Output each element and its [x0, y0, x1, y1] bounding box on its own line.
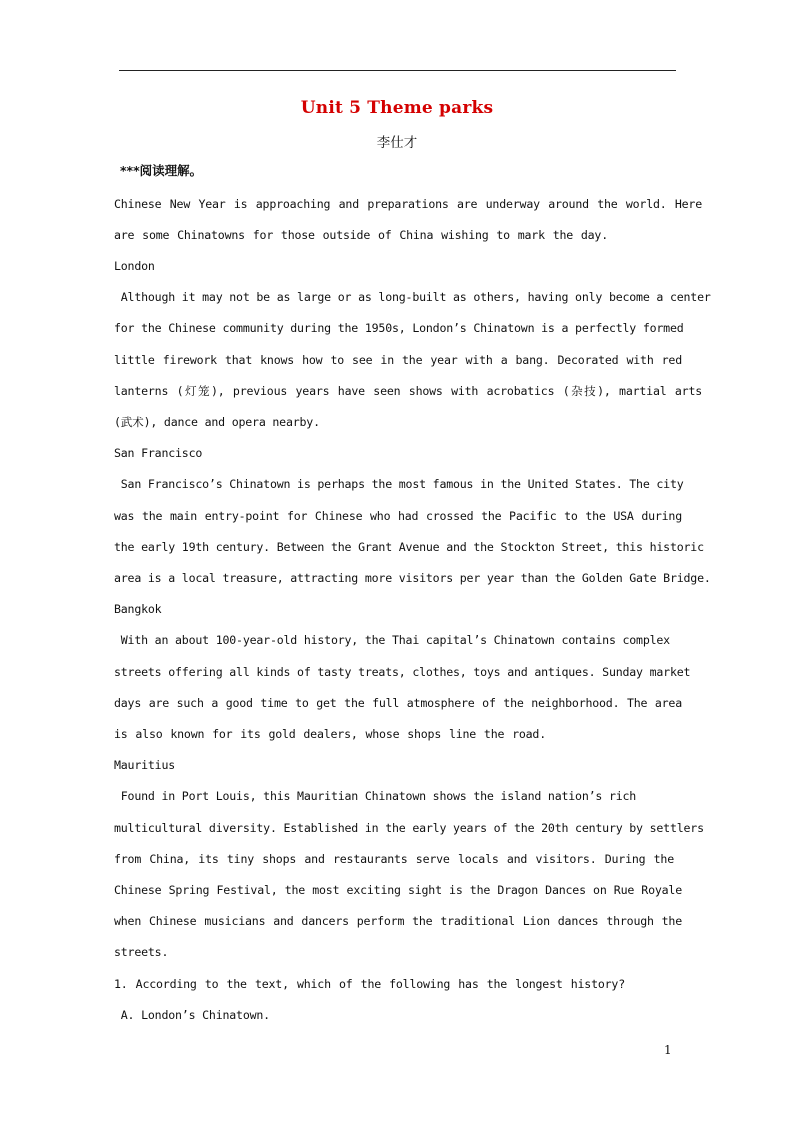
- text-line: With an about 100-year-old history, the Thai capital’s Chinatown contains complex: [114, 633, 670, 647]
- place-heading: San Francisco: [114, 446, 203, 460]
- author-name: 李仕才: [376, 135, 418, 151]
- answer-option: A. London’s Chinatown.: [114, 1008, 270, 1022]
- page-title: Unit 5 Theme parks: [300, 98, 494, 118]
- text-line: streets offering all kinds of tasty treats, clothes, toys and antiques. Sunday market: [114, 665, 691, 679]
- text-line: from China, its tiny shops and restaurants serve locals and visitors. During the: [114, 852, 674, 866]
- text-line: the early 19th century. Between the Grant Avenue and the Stockton Street, this historic: [114, 540, 704, 554]
- text-line: (武术), dance and opera nearby.: [114, 415, 320, 429]
- text-line: lanterns (灯笼), previous years have seen shows with acrobatics (杂技), martial arts: [114, 384, 702, 398]
- text-line: is also known for its gold dealers, whose shops line the road.: [114, 727, 546, 741]
- text-line: Chinese Spring Festival, the most exciting sight is the Dragon Dances on Rue Royale: [114, 883, 682, 897]
- text-line: little firework that knows how to see in the year with a bang. Decorated with red: [114, 353, 682, 367]
- text-line: days are such a good time to get the full atmosphere of the neighborhood. The area: [114, 696, 682, 710]
- text-line: Chinese New Year is approaching and preparations are underway around the world. Here: [114, 197, 702, 211]
- text-line: for the Chinese community during the 1950s, London’s Chinatown is a perfectly formed: [114, 321, 684, 335]
- text-line: multicultural diversity. Established in the early years of the 20th century by settlers: [114, 821, 704, 835]
- text-line: when Chinese musicians and dancers perform the traditional Lion dances through the: [114, 914, 682, 928]
- question-text: 1. According to the text, which of the following has the longest history?: [114, 977, 625, 991]
- text-line: streets.: [114, 945, 169, 959]
- section-heading: ***阅读理解。: [120, 163, 203, 178]
- place-heading: London: [114, 259, 155, 273]
- place-heading: Bangkok: [114, 602, 162, 616]
- text-line: Found in Port Louis, this Mauritian Chinatown shows the island nation’s rich: [114, 789, 637, 803]
- text-line: San Francisco’s Chinatown is perhaps the most famous in the United States. The city: [114, 477, 684, 491]
- place-heading: Mauritius: [114, 758, 176, 772]
- text-line: are some Chinatowns for those outside of China wishing to mark the day.: [114, 228, 608, 242]
- text-line: was the main entry-point for Chinese who had crossed the Pacific to the USA during: [114, 509, 682, 523]
- text-line: Although it may not be as large or as long-built as others, having only become a center: [114, 290, 711, 304]
- header-rule: [119, 70, 676, 71]
- page-number: 1: [664, 1043, 672, 1057]
- text-line: area is a local treasure, attracting more visitors per year than the Golden Gate Bridge.: [114, 571, 711, 585]
